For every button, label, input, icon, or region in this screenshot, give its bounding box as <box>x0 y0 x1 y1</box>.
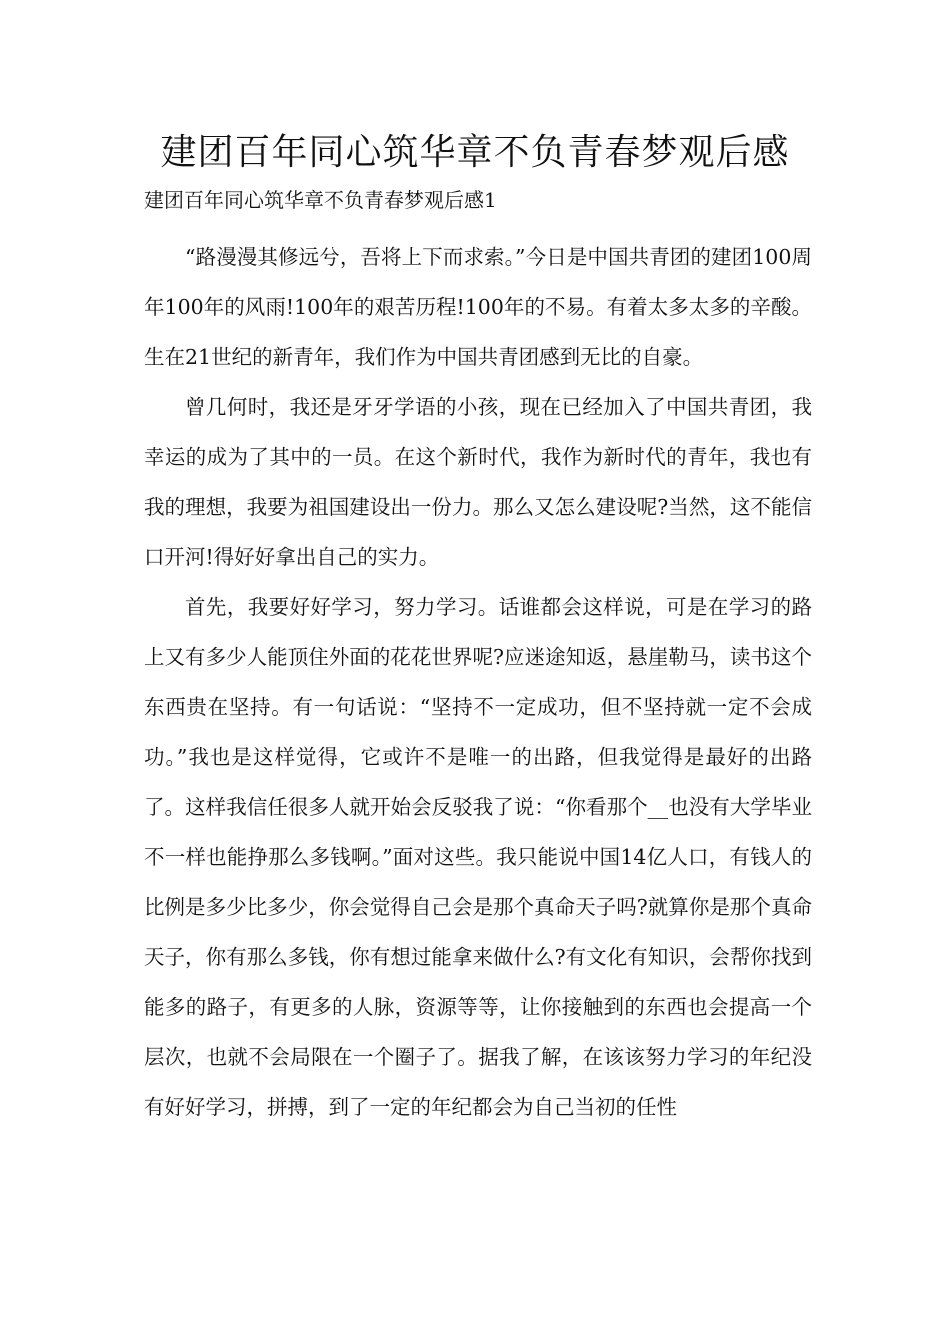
paragraph: 曾几何时，我还是牙牙学语的小孩，现在已经加入了中国共青团，我幸运的成为了其中的一员。在这个新时代，我作为新时代的青年，我也有我的理想，我要为祖国建设出一份力。那么又怎么建设呢?当然，这不能信口开河!得好好拿出自己的实力。 <box>144 395 812 569</box>
document-subtitle: 建团百年同心筑华章不负青春梦观后感1 <box>144 188 497 212</box>
paragraph: 首先，我要好好学习，努力学习。话谁都会这样说，可是在学习的路上又有多少人能顶住外面的花花世界呢?应迷途知返，悬崖勒马，读书这个东西贵在坚持。有一句话说：“坚持不一定成功，但不坚持就一定不会成功。”我也是这样觉得，它或许不是唯一的出路，但我觉得是最好的出路了。这样我信任很多人就开始会反驳我了说：“你看那个__也没有大学毕业不一样也能挣那么多钱啊。”面对这些。我只能说中国14亿人口，有钱人的比例是多少比多少，你会觉得自己会是那个真命天子吗?就算你是那个真命天子，你有那么多钱，你有想过能拿来做什么?有文化有知识，会帮你找到能多的路子，有更多的人脉，资源等等，让你接触到的东西也会提高一个层次，也就不会局限在一个圈子了。据我了解，在该该努力学习的年纪没有好好学习，拼搏，到了一定的年纪都会为自己当初的任性 <box>144 595 812 1119</box>
document-body <box>144 232 812 1132</box>
document-title: 建团百年同心筑华章不负青春梦观后感 <box>160 132 790 173</box>
paragraph: “路漫漫其修远兮，吾将上下而求索。”今日是中国共青团的建团100周年100年的风雨!100年的艰苦历程!100年的不易。有着太多太多的辛酸。生在21世纪的新青年，我们作为中国共青团感到无比的自豪。 <box>144 245 812 369</box>
